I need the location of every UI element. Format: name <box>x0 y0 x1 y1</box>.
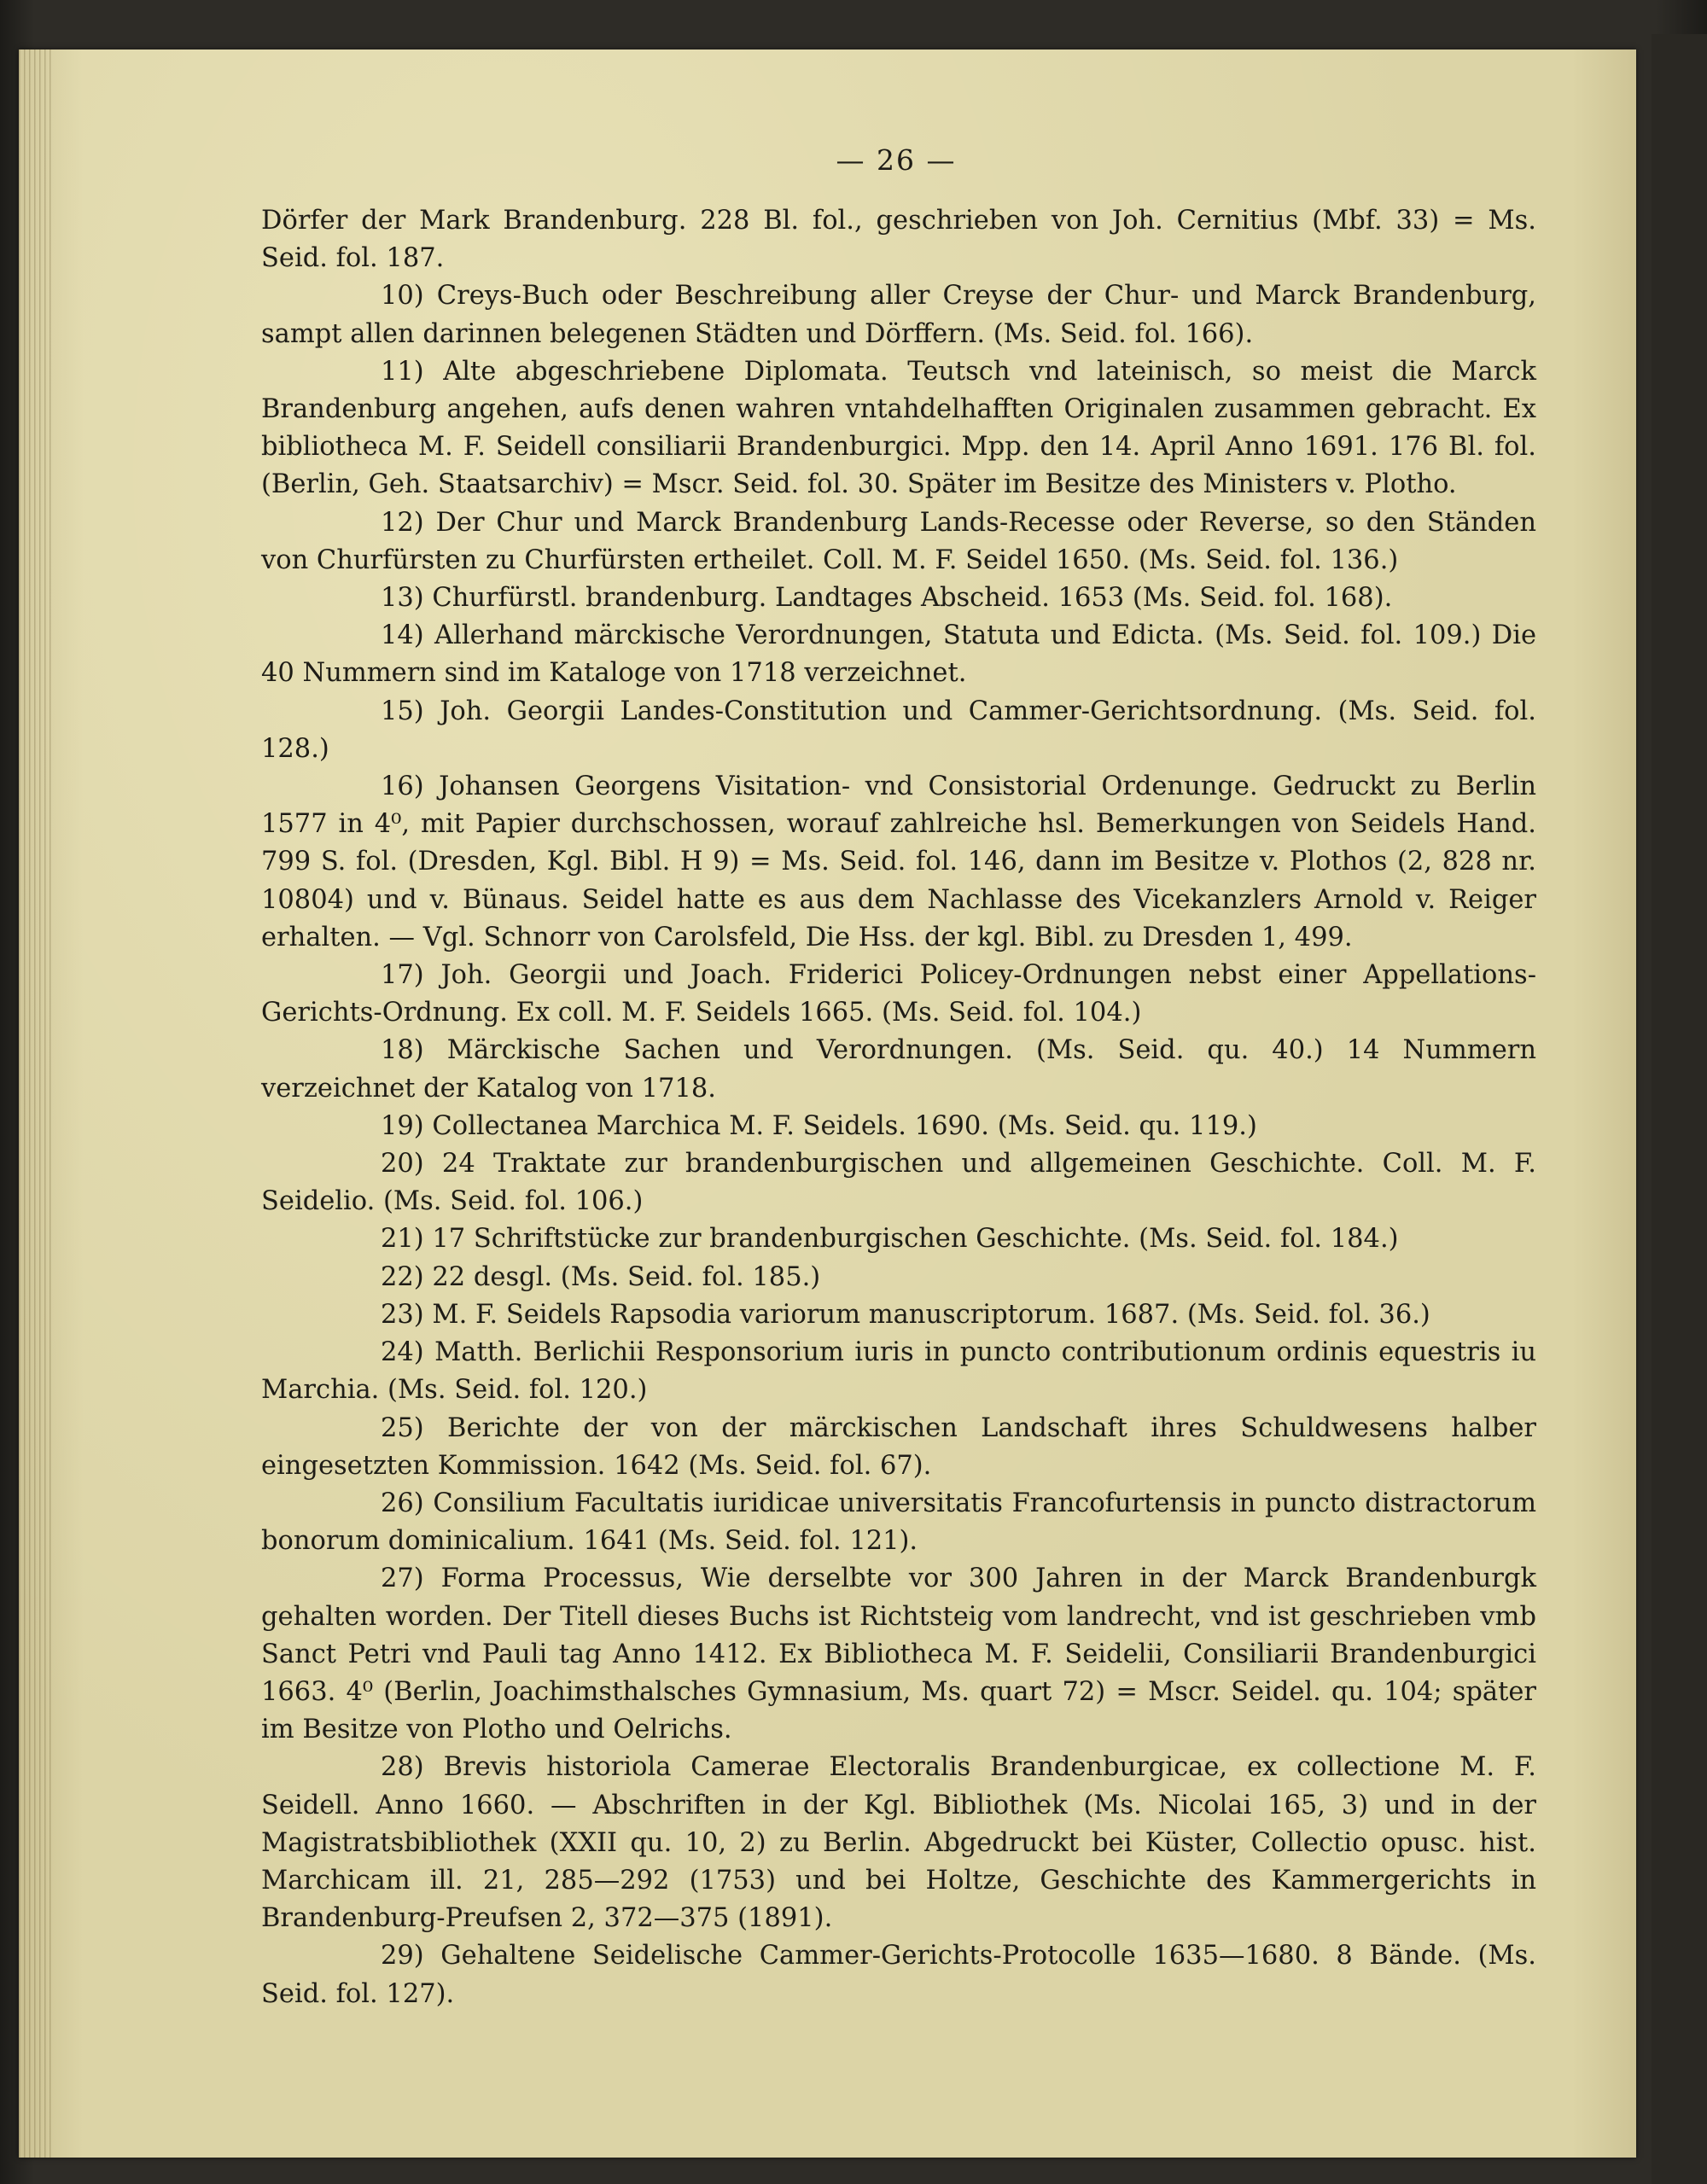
entry-24: 24) Matth. Berlichii Responsorium iuris in puncto contributionum ordinis equestris iu Marchia. (Ms. Seid. fol. 120.) <box>261 1337 1536 1406</box>
entry-13: 13) Churfürstl. brandenburg. Landtages Abscheid. 1653 (Ms. Seid. fol. 168). <box>381 583 1393 614</box>
entry-18: 18) Märckische Sachen und Verordnungen. (Ms. Seid. qu. 40.) 14 Nummern verzeichnet der Katalog von 1718. <box>261 1035 1536 1104</box>
entry-26: 26) Consilium Facultatis iuridicae universitatis Francofurtensis in puncto distractorum bonorum dominicalium. 1641 (Ms. Seid. fol. 121). <box>261 1488 1536 1557</box>
entry-22: 22) 22 desgl. (Ms. Seid. fol. 185.) <box>381 1261 821 1292</box>
entry-23: 23) M. F. Seidels Rapsodia variorum manuscriptorum. 1687. (Ms. Seid. fol. 36.) <box>381 1299 1430 1330</box>
entry-15: 15) Joh. Georgii Landes-Constitution und Cammer-Gerichtsordnung. (Ms. Seid. fol. 128.) <box>261 696 1536 764</box>
page-number: — 26 — <box>836 143 957 177</box>
adjacent-page-edge <box>1652 34 1707 2184</box>
entry-21: 21) 17 Schriftstücke zur brandenburgischen Geschichte. (Ms. Seid. fol. 184.) <box>381 1224 1399 1255</box>
entry-20: 20) 24 Traktate zur brandenburgischen und allgemeinen Geschichte. Coll. M. F. Seidelio. (Ms. Seid. fol. 106.) <box>261 1149 1536 1217</box>
entry-10: 10) Creys-Buch oder Beschreibung aller Creyse der Chur- und Marck Brandenburg, sampt allen darinnen belegenen Städten und Dörffern. (Ms. Seid. fol. 166). <box>261 281 1536 349</box>
entry-25: 25) Berichte der von der märckischen Landschaft ihres Schuldwesens halber eingesetzten Kommission. 1642 (Ms. Seid. fol. 67). <box>261 1412 1536 1481</box>
entry-29: 29) Gehaltene Seidelische Cammer-Gerichts-Protocolle 1635—1680. 8 Bände. (Ms. Seid. fol. 127). <box>261 1941 1536 2009</box>
entry-17: 17) Joh. Georgii und Joach. Friderici Policey-Ordnungen nebst einer Appellations-Gerichts-Ordnung. Ex coll. M. F. Seidels 1665. (Ms. Seid. fol. 104.) <box>261 960 1536 1028</box>
entry-19: 19) Collectanea Marchica M. F. Seidels. 1690. (Ms. Seid. qu. 119.) <box>381 1110 1257 1141</box>
entry-11: 11) Alte abgeschriebene Diplomata. Teutsch vnd lateinisch, so meist die Marck Brandenburg angehen, aufs denen wahren vntahdelhafften Originalen zusammen gebracht. Ex bibliotheca M. F. Seidell consiliarii Brandenburgici. Mpp. den 14. April Anno 1691. 176 Bl. fol. (Berlin, Geh. Staatsarchiv) = Mscr. Seid. fol. 30. Später im Besitze des Ministers v. Plotho. <box>261 356 1536 500</box>
entry-28: 28) Brevis historiola Camerae Electoralis Brandenburgicae, ex collectione M. F. Seidell. Anno 1660. — Abschriften in der Kgl. Bibliothek (Ms. Nicolai 165, 3) und in der Magistratsbibliothek (XXII qu. 10, 2) zu Berlin. Abgedruckt bei Küster, Collectio opusc. hist. Marchicam ill. 21, 285—292 (1753) und bei Holtze, Geschichte des Kammergerichts in Brandenburg-Preufsen 2, 372—375 (1891). <box>261 1752 1536 1934</box>
paragraph-continuation: Dörfer der Mark Brandenburg. 228 Bl. fol., geschrieben von Joh. Cernitius (Mbf. 33) = Ms. Seid. fol. 187. <box>261 206 1536 274</box>
entry-27: 27) Forma Processus, Wie derselbte vor 300 Jahren in der Marck Brandenburgk gehalten worden. Der Titell dieses Buchs ist Richtsteig vom landrecht, vnd ist geschrieben vmb Sanct Petri vnd Pauli tag Anno 1412. Ex Bibliotheca M. F. Seidelii, Consiliarii Brandenburgici 1663. 4⁰ (Berlin, Joachimsthalsches Gymnasium, Ms. quart 72) = Mscr. Seidel. qu. 104; später im Besitze von Plotho und Oelrichs. <box>261 1564 1536 1745</box>
entry-14: 14) Allerhand märckische Verordnungen, Statuta und Edicta. (Ms. Seid. fol. 109.) Die 40 Nummern sind im Kataloge von 1718 verzeichnet. <box>261 620 1536 689</box>
page-stack-edges <box>19 50 53 2158</box>
entry-16: 16) Johansen Georgens Visitation- vnd Consistorial Ordenunge. Gedruckt zu Berlin 1577 in 4⁰, mit Papier durchschossen, worauf zahlreiche hsl. Bemerkungen von Seidels Hand. 799 S. fol. (Dresden, Kgl. Bibl. H 9) = Ms. Seid. fol. 146, dann im Besitze v. Plothos (2, 828 nr. 10804) und v. Bünaus. Seidel hatte es aus dem Nachlasse des Vicekanzlers Arnold v. Reiger erhalten. — Vgl. Schnorr von Carolsfeld, Die Hss. der kgl. Bibl. zu Dresden 1, 499. <box>261 772 1536 952</box>
page-body <box>261 202 1536 2013</box>
entry-12: 12) Der Chur und Marck Brandenburg Lands-Recesse oder Reverse, so den Ständen von Churfürsten zu Churfürsten ertheilet. Coll. M. F. Seidel 1650. (Ms. Seid. fol. 136.) <box>261 507 1536 575</box>
